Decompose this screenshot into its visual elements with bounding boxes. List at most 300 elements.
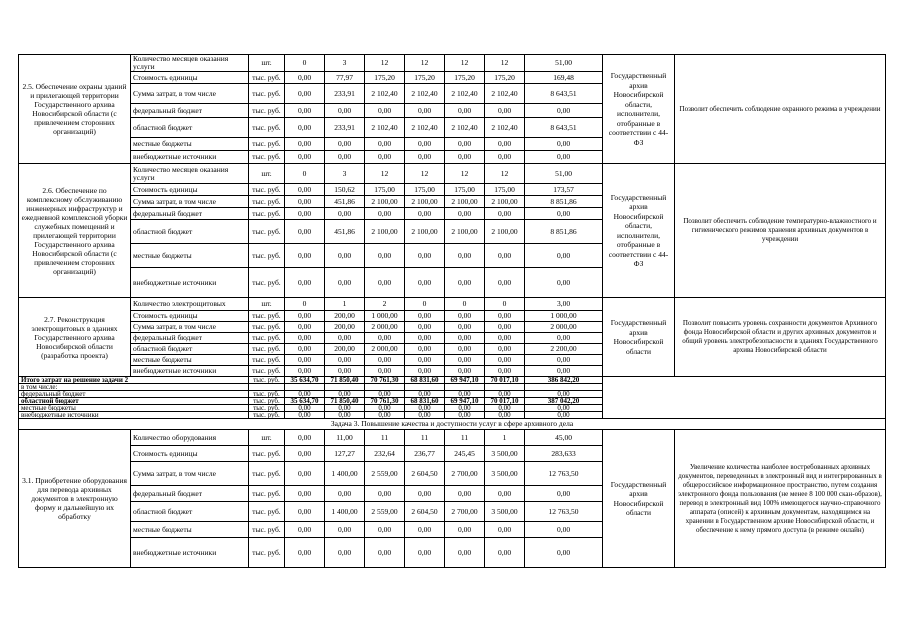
value-cell: 451,86 [325, 220, 365, 244]
unit-cell: тыс. руб. [249, 522, 285, 538]
value-cell: 0 [285, 298, 325, 311]
value-cell: 0,00 [405, 538, 445, 568]
measure-name: 2.5. Обеспечение охраны зданий и прилегающей территории Государственного архива Новосибирской области (с привлечением сторонних организаций) [19, 55, 131, 164]
value-cell: 8 851,86 [525, 220, 603, 244]
value-cell: 0,00 [285, 344, 325, 355]
value-cell: 0,00 [325, 366, 365, 377]
unit-cell: тыс. руб. [249, 184, 285, 196]
totals-label: в том числе: [19, 384, 249, 391]
value-cell: 3 500,00 [485, 502, 525, 522]
row-label: Сумма затрат, в том числе [131, 322, 249, 333]
value-cell: 0,00 [285, 138, 325, 151]
value-cell: 200,00 [325, 311, 365, 322]
unit-cell: тыс. руб. [249, 412, 285, 419]
value-cell: 0,00 [485, 311, 525, 322]
expected-result-cell: Позволит повысить уровень сохранности документов Архивного фонда Новосибирской области и других архивных документов и общий уровень электробезопасности в зданиях Государственного архива Новосибирской области [675, 298, 886, 377]
value-cell: 2 604,50 [405, 462, 445, 486]
unit-cell: тыс. руб. [249, 538, 285, 568]
total-value-cell: 0,00 [445, 391, 485, 398]
value-cell: 0,00 [365, 366, 405, 377]
row-label: внебюджетные источники [131, 268, 249, 298]
value-cell: 0,00 [525, 355, 603, 366]
row-label: Стоимость единицы [131, 446, 249, 462]
table-row [19, 298, 886, 311]
value-cell: 175,20 [485, 72, 525, 84]
value-cell: 0,00 [525, 268, 603, 298]
unit-cell: тыс. руб. [249, 151, 285, 164]
total-value-cell: 0,00 [525, 391, 603, 398]
value-cell: 0,00 [285, 322, 325, 333]
value-cell: 0,00 [285, 333, 325, 344]
total-value-cell: 0,00 [445, 405, 485, 412]
row-label: местные бюджеты [131, 522, 249, 538]
value-cell: 12 [445, 164, 485, 184]
total-value-cell [285, 384, 325, 391]
value-cell: 175,00 [445, 184, 485, 196]
value-cell: 2 100,00 [445, 220, 485, 244]
value-cell: 0,00 [325, 104, 365, 118]
value-cell: 0,00 [285, 184, 325, 196]
value-cell: 0,00 [365, 355, 405, 366]
value-cell: 3 500,00 [485, 462, 525, 486]
total-value-cell: 0,00 [285, 412, 325, 419]
total-value-cell: 35 634,70 [285, 398, 325, 405]
unit-cell: шт. [249, 164, 285, 184]
row-label: внебюджетные источники [131, 151, 249, 164]
value-cell: 0,00 [325, 138, 365, 151]
row-label: федеральный бюджет [131, 333, 249, 344]
value-cell: 2 [365, 298, 405, 311]
unit-cell: тыс. руб. [249, 502, 285, 522]
totals-label: областной бюджет [19, 398, 249, 405]
value-cell: 0,00 [285, 84, 325, 104]
value-cell: 0,00 [285, 220, 325, 244]
value-cell: 0,00 [285, 208, 325, 220]
value-cell: 0,00 [405, 104, 445, 118]
row-label: Стоимость единицы [131, 184, 249, 196]
value-cell: 2 100,00 [485, 196, 525, 208]
value-cell: 2 000,00 [365, 322, 405, 333]
value-cell: 11 [405, 430, 445, 446]
value-cell: 0,00 [405, 522, 445, 538]
value-cell: 2 100,00 [365, 196, 405, 208]
value-cell: 245,45 [445, 446, 485, 462]
value-cell: 12 [445, 55, 485, 72]
section-header-row [19, 419, 886, 430]
total-value-cell: 0,00 [365, 391, 405, 398]
row-label: Количество месяцев оказания услуги [131, 55, 249, 72]
value-cell: 1 [485, 430, 525, 446]
value-cell: 150,62 [325, 184, 365, 196]
value-cell: 3 [325, 164, 365, 184]
value-cell: 0,00 [525, 333, 603, 344]
total-value-cell [485, 384, 525, 391]
total-value-cell: 0,00 [365, 412, 405, 419]
total-value-cell: 70 761,30 [365, 377, 405, 384]
value-cell: 232,64 [365, 446, 405, 462]
value-cell: 2 559,00 [365, 502, 405, 522]
total-value-cell [325, 384, 365, 391]
total-value-cell: 0,00 [445, 412, 485, 419]
total-value-cell: 0,00 [285, 391, 325, 398]
row-label: федеральный бюджет [131, 486, 249, 502]
value-cell: 0,00 [325, 355, 365, 366]
value-cell: 12 763,50 [525, 462, 603, 486]
row-label: Стоимость единицы [131, 72, 249, 84]
value-cell: 0,00 [485, 522, 525, 538]
value-cell: 51,00 [525, 164, 603, 184]
value-cell: 0,00 [325, 208, 365, 220]
total-value-cell [365, 384, 405, 391]
value-cell: 8 643,51 [525, 118, 603, 138]
unit-cell: тыс. руб. [249, 344, 285, 355]
total-value-cell: 0,00 [365, 405, 405, 412]
value-cell: 0,00 [485, 322, 525, 333]
value-cell: 0,00 [485, 366, 525, 377]
value-cell: 0,00 [285, 118, 325, 138]
row-label: Сумма затрат, в том числе [131, 84, 249, 104]
value-cell: 3,00 [525, 298, 603, 311]
value-cell: 12 763,50 [525, 502, 603, 522]
value-cell: 0,00 [525, 138, 603, 151]
value-cell: 0,00 [405, 208, 445, 220]
row-label: Сумма затрат, в том числе [131, 462, 249, 486]
value-cell: 2 100,00 [445, 196, 485, 208]
unit-cell: тыс. руб. [249, 72, 285, 84]
total-value-cell: 69 947,10 [445, 398, 485, 405]
value-cell: 0,00 [365, 208, 405, 220]
value-cell: 0 [285, 55, 325, 72]
value-cell: 2 200,00 [525, 344, 603, 355]
value-cell: 0,00 [285, 462, 325, 486]
value-cell: 200,00 [325, 344, 365, 355]
value-cell: 0 [445, 298, 485, 311]
value-cell: 1 400,00 [325, 462, 365, 486]
table-row [19, 55, 886, 72]
budget-table-body [19, 55, 886, 568]
value-cell: 51,00 [525, 55, 603, 72]
executor-cell: Государственный архив Новосибирской области, исполнители, отобранные в соответствии с 44-ФЗ [603, 164, 675, 298]
total-value-cell: 386 842,20 [525, 377, 603, 384]
total-value-cell: 35 634,70 [285, 377, 325, 384]
value-cell: 0,00 [485, 138, 525, 151]
value-cell: 233,91 [325, 84, 365, 104]
unit-cell: тыс. руб. [249, 244, 285, 268]
total-value-cell: 0,00 [405, 412, 445, 419]
value-cell: 11 [365, 430, 405, 446]
row-label: Сумма затрат, в том числе [131, 196, 249, 208]
value-cell: 0,00 [525, 538, 603, 568]
row-label: областной бюджет [131, 220, 249, 244]
value-cell: 0,00 [445, 538, 485, 568]
unit-cell: шт. [249, 55, 285, 72]
value-cell: 0,00 [445, 268, 485, 298]
value-cell: 1 [325, 298, 365, 311]
value-cell: 175,00 [485, 184, 525, 196]
unit-cell: тыс. руб. [249, 462, 285, 486]
value-cell: 0,00 [445, 486, 485, 502]
value-cell: 0 [285, 164, 325, 184]
value-cell: 8 643,51 [525, 84, 603, 104]
unit-cell: шт. [249, 430, 285, 446]
total-value-cell: 70 761,30 [365, 398, 405, 405]
unit-cell: тыс. руб. [249, 84, 285, 104]
value-cell: 0,00 [285, 538, 325, 568]
value-cell: 169,48 [525, 72, 603, 84]
measure-name: 2.7. Реконструкция электрощитовых в зданиях Государственного архива Новосибирской области (разработка проекта) [19, 298, 131, 377]
value-cell: 0,00 [285, 430, 325, 446]
value-cell: 0,00 [405, 311, 445, 322]
value-cell: 45,00 [525, 430, 603, 446]
unit-cell: тыс. руб. [249, 138, 285, 151]
value-cell: 200,00 [325, 322, 365, 333]
unit-cell: тыс. руб. [249, 220, 285, 244]
unit-cell: тыс. руб. [249, 208, 285, 220]
value-cell: 0,00 [325, 522, 365, 538]
value-cell: 173,57 [525, 184, 603, 196]
expected-result-cell: Позволит обеспечить соблюдение охранного режима в учреждении [675, 55, 886, 164]
value-cell: 2 100,00 [405, 220, 445, 244]
value-cell: 2 000,00 [365, 344, 405, 355]
total-value-cell: 68 831,60 [405, 398, 445, 405]
value-cell: 0,00 [405, 322, 445, 333]
value-cell: 0,00 [485, 151, 525, 164]
total-value-cell: 0,00 [325, 391, 365, 398]
total-value-cell: 0,00 [405, 391, 445, 398]
value-cell: 1 400,00 [325, 502, 365, 522]
total-value-cell: 0,00 [525, 412, 603, 419]
value-cell: 0,00 [405, 355, 445, 366]
value-cell: 0,00 [485, 208, 525, 220]
value-cell: 2 102,40 [365, 118, 405, 138]
value-cell: 0,00 [325, 486, 365, 502]
value-cell: 2 700,00 [445, 462, 485, 486]
row-label: местные бюджеты [131, 244, 249, 268]
row-label: внебюджетные источники [131, 366, 249, 377]
value-cell: 1 000,00 [365, 311, 405, 322]
value-cell: 0,00 [405, 344, 445, 355]
value-cell: 0 [485, 298, 525, 311]
totals-label: Итого затрат на решение задачи 2 [19, 377, 249, 384]
value-cell: 11,00 [325, 430, 365, 446]
value-cell: 2 102,40 [485, 118, 525, 138]
value-cell: 0,00 [365, 486, 405, 502]
executor-cell: Государственный архив Новосибирской области [603, 430, 675, 568]
value-cell: 0,00 [285, 446, 325, 462]
unit-cell: тыс. руб. [249, 311, 285, 322]
value-cell: 0,00 [445, 244, 485, 268]
value-cell: 0,00 [365, 244, 405, 268]
value-cell: 12 [485, 55, 525, 72]
unit-cell: тыс. руб. [249, 322, 285, 333]
value-cell: 0,00 [485, 355, 525, 366]
value-cell: 12 [405, 55, 445, 72]
value-cell: 1 000,00 [525, 311, 603, 322]
unit-cell: тыс. руб. [249, 355, 285, 366]
value-cell: 0,00 [405, 151, 445, 164]
unit-cell: тыс. руб. [249, 391, 285, 398]
value-cell: 3 [325, 55, 365, 72]
total-value-cell: 70 017,10 [485, 398, 525, 405]
total-value-cell: 0,00 [285, 405, 325, 412]
program-table-sheet [18, 54, 885, 568]
value-cell: 283,633 [525, 446, 603, 462]
budget-table [18, 54, 886, 568]
unit-cell: тыс. руб. [249, 104, 285, 118]
value-cell: 0,00 [445, 522, 485, 538]
value-cell: 2 102,40 [445, 118, 485, 138]
value-cell: 2 100,00 [365, 220, 405, 244]
totals-label: федеральный бюджет [19, 391, 249, 398]
expected-result-cell: Позволит обеспечить соблюдение температурно-влажностного и гигиенического режимов хранения архивных документов в учреждении [675, 164, 886, 298]
unit-cell [249, 384, 285, 391]
total-value-cell: 68 831,60 [405, 377, 445, 384]
value-cell: 0,00 [485, 538, 525, 568]
row-label: внебюджетные источники [131, 538, 249, 568]
value-cell: 0,00 [405, 268, 445, 298]
total-value-cell: 387 042,20 [525, 398, 603, 405]
unit-cell: тыс. руб. [249, 486, 285, 502]
value-cell: 0,00 [365, 151, 405, 164]
value-cell: 0,00 [285, 486, 325, 502]
row-label: федеральный бюджет [131, 208, 249, 220]
value-cell: 0,00 [325, 333, 365, 344]
executor-cell: Государственный архив Новосибирской области, исполнители, отобранные в соответствии с 44-ФЗ [603, 55, 675, 164]
row-label: областной бюджет [131, 502, 249, 522]
value-cell: 0,00 [325, 538, 365, 568]
total-value-cell [445, 384, 485, 391]
value-cell: 0,00 [525, 244, 603, 268]
value-cell: 0,00 [525, 151, 603, 164]
total-value-cell: 0,00 [485, 405, 525, 412]
row-label: Количество электрощитовых [131, 298, 249, 311]
value-cell: 0,00 [285, 244, 325, 268]
value-cell: 127,27 [325, 446, 365, 462]
value-cell: 2 000,00 [525, 322, 603, 333]
value-cell: 0,00 [285, 151, 325, 164]
value-cell: 0,00 [525, 486, 603, 502]
table-row [19, 164, 886, 184]
totals-row [19, 377, 886, 384]
value-cell: 0,00 [285, 72, 325, 84]
value-cell: 0,00 [325, 151, 365, 164]
total-value-cell: 0,00 [485, 412, 525, 419]
measure-name: 2.6. Обеспечение по комплексному обслуживанию инженерных инфраструктур и ежедневной комплексной уборки служебных помещений и прилегающей территории Государственного архива Новосибирской области (с привлечением сторонних организаций) [19, 164, 131, 298]
value-cell: 0,00 [485, 333, 525, 344]
value-cell: 175,20 [365, 72, 405, 84]
value-cell: 77,97 [325, 72, 365, 84]
value-cell: 2 559,00 [365, 462, 405, 486]
value-cell: 2 100,00 [405, 196, 445, 208]
totals-label: местные бюджеты [19, 405, 249, 412]
total-value-cell: 0,00 [485, 391, 525, 398]
value-cell: 0,00 [445, 355, 485, 366]
value-cell: 175,20 [405, 72, 445, 84]
row-label: областной бюджет [131, 344, 249, 355]
value-cell: 0,00 [325, 268, 365, 298]
value-cell: 236,77 [405, 446, 445, 462]
unit-cell: тыс. руб. [249, 366, 285, 377]
unit-cell: тыс. руб. [249, 118, 285, 138]
value-cell: 0,00 [525, 366, 603, 377]
value-cell: 0,00 [445, 311, 485, 322]
value-cell: 0,00 [445, 333, 485, 344]
value-cell: 0,00 [445, 208, 485, 220]
row-label: Количество оборудования [131, 430, 249, 446]
value-cell: 451,86 [325, 196, 365, 208]
unit-cell: тыс. руб. [249, 398, 285, 405]
measure-name: 3.1. Приобретение оборудования для перевода архивных документов в электронную форму и дальнейшую их обработку [19, 430, 131, 568]
value-cell: 2 100,00 [485, 220, 525, 244]
value-cell: 0,00 [285, 355, 325, 366]
value-cell: 0,00 [405, 138, 445, 151]
expected-result-cell: Увеличение количества наиболее востребованных архивных документов, переведенных в электронный вид и интегрированных в общероссийское информационное пространство, путем создания электронного фонда пользования (не менее 8 100 000 скан-образов), перевод в электронный вид 100% имеющегося научно-справочного аппарата (описей) к архивным документам, находящимся на хранении в Государственном архиве Новосибирской области, и обеспечение к нему прямого доступа (в режиме онлайн) [675, 430, 886, 568]
unit-cell: шт. [249, 298, 285, 311]
value-cell: 11 [445, 430, 485, 446]
total-value-cell: 0,00 [325, 405, 365, 412]
value-cell: 0,00 [485, 486, 525, 502]
value-cell: 0,00 [285, 104, 325, 118]
value-cell: 0,00 [405, 366, 445, 377]
value-cell: 0,00 [525, 522, 603, 538]
value-cell: 0,00 [285, 366, 325, 377]
total-value-cell: 71 850,40 [325, 398, 365, 405]
value-cell: 2 604,50 [405, 502, 445, 522]
value-cell: 0 [405, 298, 445, 311]
value-cell: 2 102,40 [405, 118, 445, 138]
unit-cell: тыс. руб. [249, 268, 285, 298]
value-cell: 2 102,40 [445, 84, 485, 104]
value-cell: 0,00 [365, 268, 405, 298]
value-cell: 0,00 [485, 104, 525, 118]
value-cell: 175,00 [405, 184, 445, 196]
value-cell: 0,00 [445, 366, 485, 377]
value-cell: 0,00 [445, 104, 485, 118]
value-cell: 0,00 [365, 138, 405, 151]
value-cell: 0,00 [445, 322, 485, 333]
value-cell: 8 851,86 [525, 196, 603, 208]
value-cell: 0,00 [285, 502, 325, 522]
unit-cell: тыс. руб. [249, 405, 285, 412]
total-value-cell: 71 850,40 [325, 377, 365, 384]
value-cell: 12 [405, 164, 445, 184]
value-cell: 0,00 [485, 344, 525, 355]
value-cell: 0,00 [525, 208, 603, 220]
value-cell: 0,00 [285, 268, 325, 298]
value-cell: 175,00 [365, 184, 405, 196]
value-cell: 12 [365, 55, 405, 72]
value-cell: 175,20 [445, 72, 485, 84]
total-value-cell: 69 947,10 [445, 377, 485, 384]
value-cell: 0,00 [285, 196, 325, 208]
value-cell: 0,00 [325, 244, 365, 268]
value-cell: 0,00 [405, 333, 445, 344]
row-label: федеральный бюджет [131, 104, 249, 118]
value-cell: 0,00 [445, 138, 485, 151]
value-cell: 233,91 [325, 118, 365, 138]
row-label: Количество месяцев оказания услуги [131, 164, 249, 184]
value-cell: 2 102,40 [485, 84, 525, 104]
value-cell: 0,00 [405, 244, 445, 268]
value-cell: 3 500,00 [485, 446, 525, 462]
total-value-cell: 0,00 [405, 405, 445, 412]
value-cell: 2 102,40 [405, 84, 445, 104]
value-cell: 2 700,00 [445, 502, 485, 522]
value-cell: 0,00 [445, 344, 485, 355]
value-cell: 2 102,40 [365, 84, 405, 104]
value-cell: 0,00 [525, 104, 603, 118]
value-cell: 0,00 [285, 522, 325, 538]
